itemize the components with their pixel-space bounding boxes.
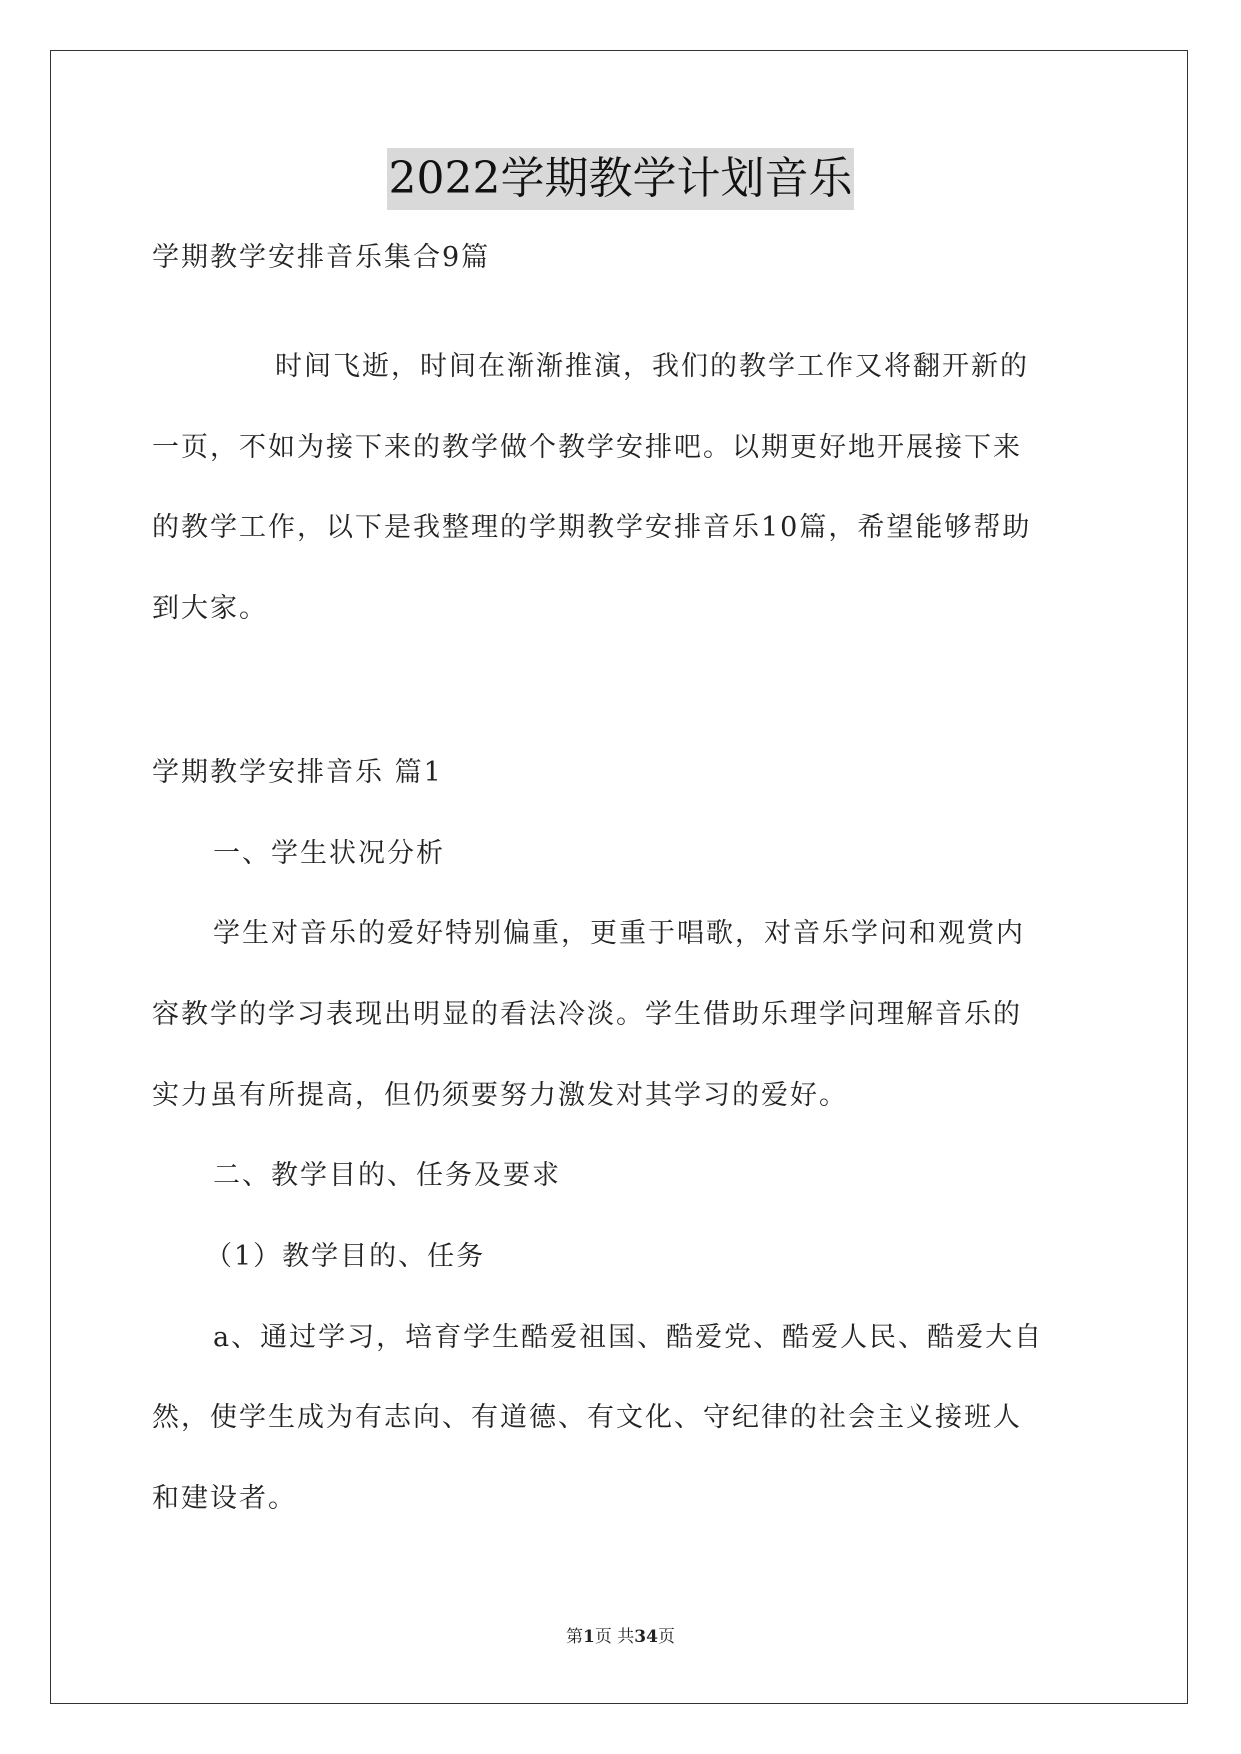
footer-mid: 页 共 (594, 1627, 635, 1647)
heading-teaching-goals: 二、教学目的、任务及要求 (213, 1160, 561, 1191)
footer-total-pages: 34 (634, 1627, 658, 1647)
document-subtitle: 学期教学安排音乐集合9篇 (152, 242, 491, 273)
section-title: 学期教学安排音乐 篇1 (152, 757, 443, 788)
subheading-goals-tasks: （1）教学目的、任务 (205, 1241, 486, 1272)
footer-prefix: 第 (566, 1627, 584, 1647)
title-container (0, 148, 1241, 210)
footer-suffix: 页 (657, 1627, 675, 1647)
intro-line: 到大家。 (152, 593, 268, 624)
paragraph-line: 容教学的学习表现出明显的看法冷淡。学生借助乐理学问理解音乐的 (152, 999, 1022, 1030)
paragraph-line: 实力虽有所提高，但仍须要努力激发对其学习的爱好。 (152, 1080, 848, 1111)
intro-line: 一页，不如为接下来的教学做个教学安排吧。以期更好地开展接下来 (152, 432, 1022, 463)
page-border (50, 50, 1188, 1704)
paragraph-line: a、通过学习，培育学生酷爱祖国、酷爱党、酷爱人民、酷爱大自 (213, 1322, 1044, 1353)
footer-page-number: 1 (583, 1627, 595, 1647)
intro-line: 的教学工作，以下是我整理的学期教学安排音乐10篇，希望能够帮助 (152, 512, 1032, 543)
paragraph-line: 学生对音乐的爱好特别偏重，更重于唱歌，对音乐学问和观赏内 (213, 918, 1025, 949)
heading-student-analysis: 一、学生状况分析 (213, 838, 445, 869)
document-title: 2022学期教学计划音乐 (387, 148, 855, 210)
page-footer (0, 1622, 1241, 1647)
paragraph-line: 然，使学生成为有志向、有道德、有文化、守纪律的社会主义接班人 (152, 1402, 1022, 1433)
paragraph-line: 和建设者。 (152, 1483, 297, 1514)
intro-line: 时间飞逝，时间在渐渐推演，我们的教学工作又将翻开新的 (275, 351, 1029, 382)
